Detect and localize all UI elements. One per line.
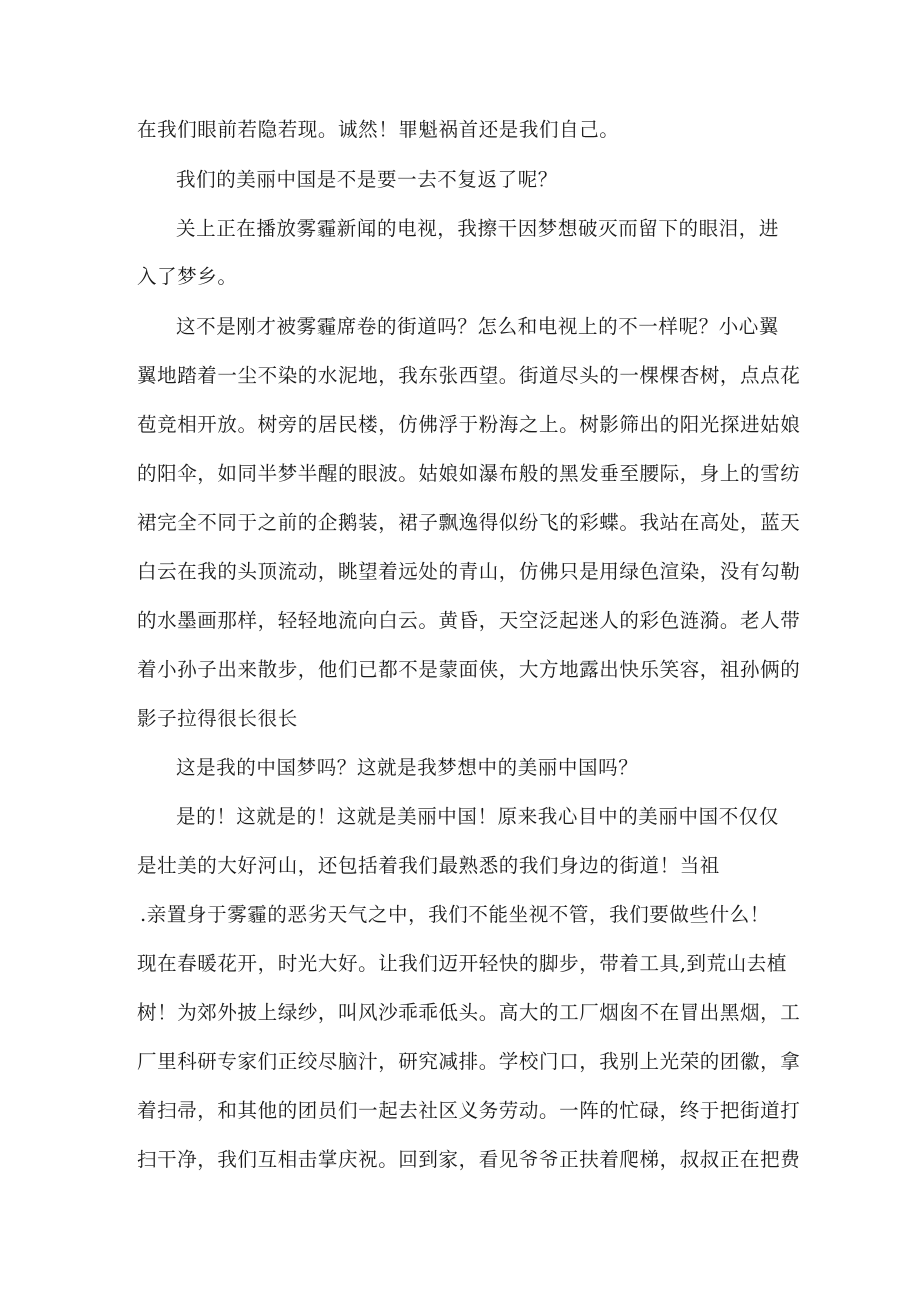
text-line: 裙完全不同于之前的企鹅装，裙子飘逸得似纷飞的彩蝶。我站在高处，蓝天: [137, 511, 801, 534]
text-line: 我们的美丽中国是不是要一去不复返了呢？: [176, 168, 558, 191]
text-line: 关上正在播放雾霾新闻的电视，我擦干因梦想破灭而留下的眼泪，进: [176, 217, 780, 240]
text-line: 着小孙子出来散步，他们已都不是蒙面侠，大方地露出快乐笑容，祖孙俩的: [137, 658, 801, 681]
text-line: 苞竞相开放。树旁的居民楼，仿佛浮于粉海之上。树影筛出的阳光探进姑娘: [137, 413, 801, 436]
text-line: .亲置身于雾霾的恶劣天气之中，我们不能坐视不管，我们要做些什么！: [140, 903, 770, 926]
text-line: 是的！这就是的！这就是美丽中国！原来我心目中的美丽中国不仅仅: [176, 805, 780, 828]
text-line: 在我们眼前若隐若现。诚然！罪魁祸首还是我们自己。: [137, 118, 620, 141]
text-line: 着扫帚，和其他的团员们一起去社区义务劳动。一阵的忙碌，终于把街道打: [137, 1099, 801, 1122]
text-line: 的水墨画那样，轻轻地流向白云。黄昏，天空泛起迷人的彩色涟漪。老人带: [137, 609, 801, 632]
text-line: 翼地踏着一尘不染的水泥地，我东张西望。街道尽头的一棵棵杏树，点点花: [137, 364, 801, 387]
text-line: 现在春暖花开，时光大好。让我们迈开轻快的脚步，带着工具,到荒山去植: [137, 952, 787, 975]
text-line: 是壮美的大好河山，还包括着我们最熟悉的我们身边的街道！当祖: [137, 854, 720, 877]
text-line: 树！为郊外披上绿纱，叫风沙乖乖低头。高大的工厂烟囱不在冒出黑烟，工: [137, 1001, 801, 1024]
text-line: 这是我的中国梦吗？这就是我梦想中的美丽中国吗？: [176, 756, 639, 779]
text-line: 白云在我的头顶流动，眺望着远处的青山，仿佛只是用绿色渲染，没有勾勒: [137, 560, 801, 583]
text-line: 这不是刚才被雾霾席卷的街道吗？怎么和电视上的不一样呢？小心翼: [176, 315, 780, 338]
text-line: 入了梦乡。: [137, 265, 238, 288]
text-line: 扫干净，我们互相击掌庆祝。回到家，看见爷爷正扶着爬梯，叔叔正在把费: [137, 1148, 801, 1171]
text-line: 的阳伞，如同半梦半醒的眼波。姑娘如瀑布般的黑发垂至腰际，身上的雪纺: [137, 462, 801, 485]
text-line: 影子拉得很长很长: [137, 707, 298, 730]
text-line: 厂里科研专家们正绞尽脑汁，研究减排。学校门口，我别上光荣的团徽，拿: [137, 1050, 801, 1073]
